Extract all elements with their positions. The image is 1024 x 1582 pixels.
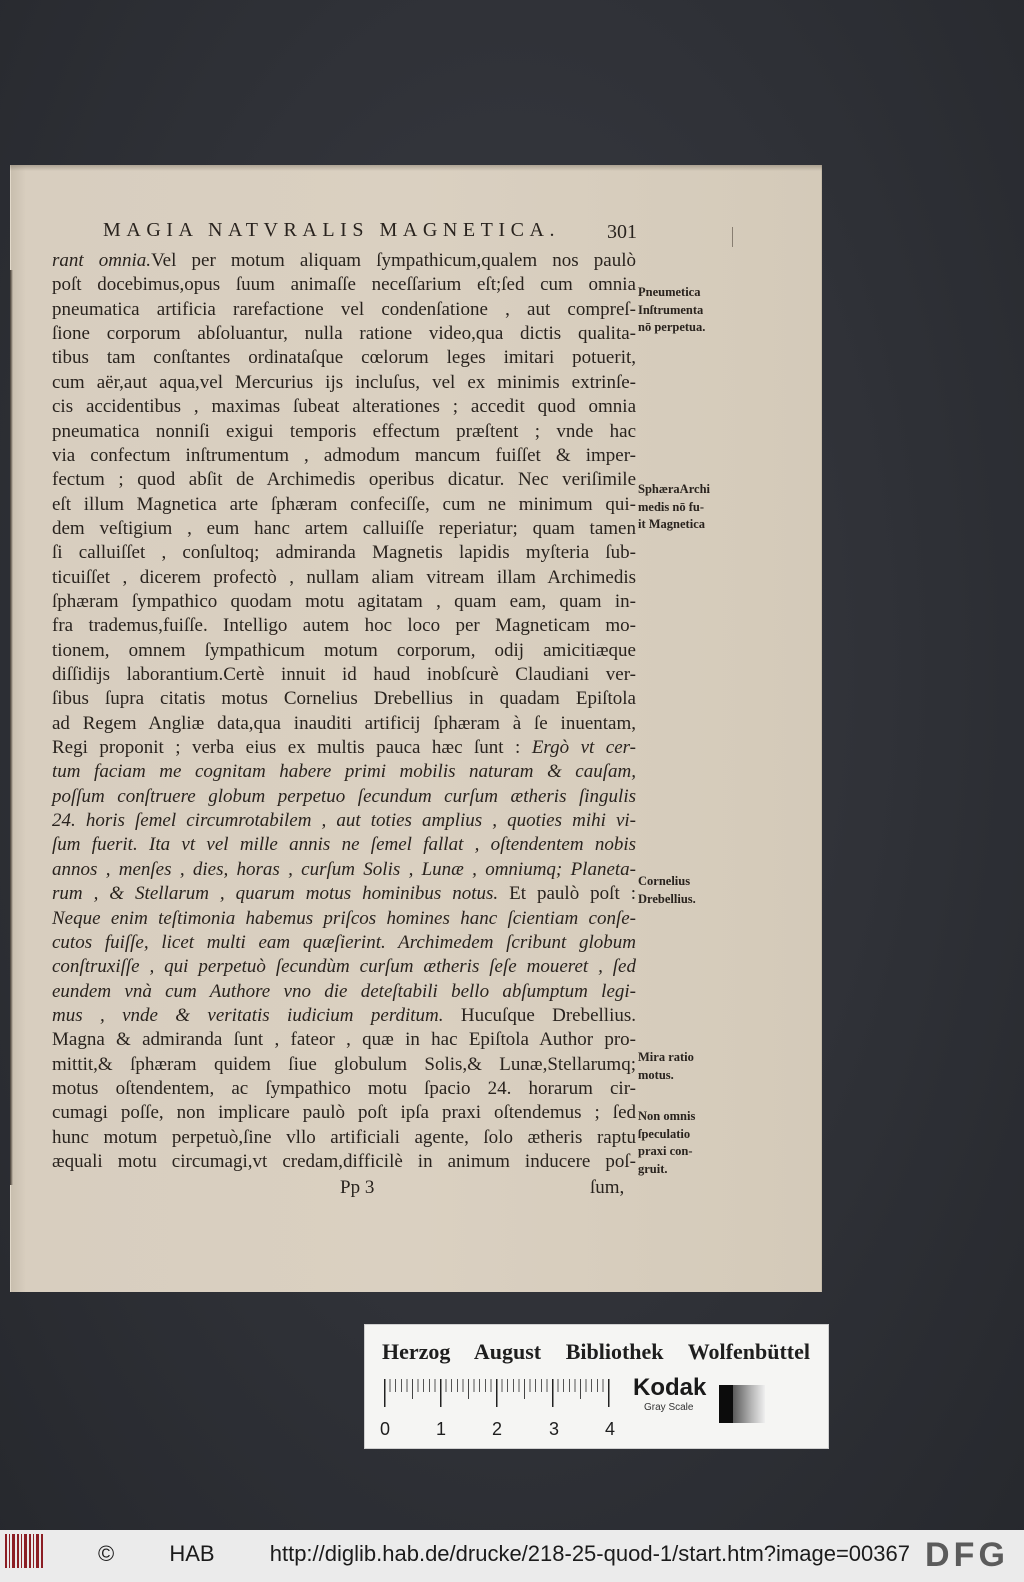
body-line — [52, 809, 636, 833]
roman-text: cis accidentibus , maximas ſubeat alterationes ; accedit quod omnia — [52, 396, 636, 418]
body-line — [52, 1150, 636, 1174]
kodak-logo: Kodak — [633, 1374, 707, 1401]
copyright-credit: © HAB http://diglib.hab.de/drucke/218-25-quod-1/start.htm?image=00367 — [98, 1541, 910, 1566]
body-line — [52, 980, 636, 1004]
body-line — [52, 760, 636, 784]
body-line — [52, 833, 636, 857]
margin-note-sphaera — [638, 481, 710, 534]
gray-gradient-patch — [733, 1385, 765, 1423]
body-line — [52, 1101, 636, 1125]
body-line — [52, 371, 636, 395]
margin-note-cornelius — [638, 873, 696, 908]
roman-text: Hucuſque Drebellius. — [443, 1004, 636, 1026]
roman-text: ſibus ſupra citatis motus Cornelius Drebellius in quadam Epiſtola — [52, 688, 636, 710]
roman-text: Magna & admiranda ſunt , fateor , quæ in hac Epiſtola Author pro- — [52, 1029, 636, 1051]
italic-text: eundem vnà cum Authore vno die deteſtabili bello abſumptum legi- — [52, 980, 636, 1002]
roman-text: diſſidijs laborantium.Certè innuit id haud inobſcurè Claudiani ver- — [52, 664, 636, 685]
body-line — [52, 468, 636, 492]
margin-note-line: praxi con- — [638, 1144, 693, 1158]
roman-text: mittit,& ſphæram quidem ſiue globulum Solis,& Lunæ,Stellarumq; — [52, 1053, 636, 1075]
body-line — [52, 444, 636, 468]
roman-text: Et paulò poſt : — [498, 883, 636, 905]
margin-note-non-omnis — [638, 1108, 695, 1178]
ruler-major-ticks — [384, 1379, 612, 1407]
body-line — [52, 663, 636, 687]
body-line — [52, 249, 636, 273]
italic-text: Neque enim teſtimonia habemus priſcos homines hanc ſcientiam conſe- — [52, 907, 636, 929]
body-line — [52, 687, 636, 711]
roman-text: ſione corporum abſoluantur, nulla ratione video,qua dictis qualita- — [52, 323, 636, 345]
roman-text: ſi calluiſſet , conſultoq; admiranda Magnetis lapidis myſteria ſub- — [52, 542, 636, 564]
ink-mark — [732, 227, 733, 247]
body-line — [52, 955, 636, 979]
body-line — [52, 785, 636, 809]
body-line — [52, 566, 636, 590]
ruler-number: 3 — [549, 1419, 560, 1439]
roman-text: motus oſtendentem, ac ſympathico motu ſpacio 24. horarum cir- — [52, 1077, 636, 1099]
roman-text: fra trademus,fuiſſe. Intelligo autem hoc loco per Magneticam mo- — [52, 615, 636, 637]
margin-note-line: Drebellius. — [638, 891, 696, 906]
margin-note-mira-ratio — [638, 1049, 694, 1084]
body-line — [52, 639, 636, 663]
body-line — [52, 420, 636, 444]
body-line — [52, 493, 636, 517]
body-line — [52, 907, 636, 931]
footer-bar — [0, 1530, 1024, 1582]
gray-scale-label: Gray Scale — [644, 1402, 694, 1413]
roman-text: tionem, omnem ſympathicum motum corporum, odij amicitiæque — [52, 639, 636, 661]
ruler-number: 1 — [436, 1419, 447, 1439]
roman-text: Regi proponit ; verba eius ex multis pauca hæc ſunt : — [52, 737, 532, 758]
roman-text: poſt docebimus,opus ſuum animaſſe neceſſarium eſt;ſed cum omnia — [52, 274, 636, 296]
scanned-page — [10, 165, 822, 1292]
body-line — [52, 1004, 636, 1028]
color-reference-card — [365, 1325, 828, 1448]
body-line — [52, 346, 636, 370]
margin-note-line: medis nō fu- — [638, 499, 704, 514]
catchword: ſum, — [590, 1177, 625, 1198]
margin-note-line: gruit. — [638, 1161, 668, 1176]
page-top-shadow — [10, 165, 822, 171]
roman-text: dem veſtigium , eum hanc artem calluiſſe reperiatur; quam tamen — [52, 517, 636, 539]
roman-text: ſphæram ſympathico quodam motu agitatam , quam eam, quam in- — [52, 590, 636, 612]
body-line — [52, 395, 636, 419]
margin-note-line: Non omnis — [638, 1109, 696, 1123]
italic-text: rant omnia. — [52, 250, 152, 271]
page-number: 301 — [607, 221, 637, 243]
roman-text: cum aër,aut aqua,vel Mercurius ijs incluſus, vel ex minimis extrinſe- — [52, 371, 636, 393]
roman-text: tibus tam conſtantes ordinataſque cœlorum leges imitari potuerit, — [52, 347, 636, 369]
margin-note-line: motus. — [638, 1067, 674, 1082]
margin-note-pneumatica — [638, 284, 705, 337]
roman-text: fectum ; quod abſit de Archimedis operibus dicatur. Nec veriſimile — [52, 469, 636, 491]
dfg-logo: DFG — [925, 1536, 1009, 1574]
body-line — [52, 858, 636, 882]
margin-note-line: Cornelius — [638, 874, 691, 888]
roman-text: ticuiſſet , dicerem profectò , nullam aliam vitream illam Archimedis — [52, 566, 636, 588]
roman-text: hunc motum perpetuò,ſine vllo artificiali agente, ſolo ætheris raptu — [52, 1126, 636, 1148]
margin-note-line: it Magnetica — [638, 517, 705, 531]
body-line — [52, 931, 636, 955]
ruler-number: 4 — [605, 1419, 616, 1439]
margin-note-line: Pneumetica — [638, 285, 701, 299]
body-line — [52, 1077, 636, 1101]
body-line — [52, 736, 636, 760]
margin-note-line: Inſtrumenta — [638, 302, 704, 317]
roman-text: Vel per motum aliquam ſympathicum,qualem nos paulò — [151, 250, 636, 271]
italic-text: cutos fuiſſe, licet multi eam quæſierint. Archimedem ſcribunt globum — [52, 931, 636, 953]
page-gutter-shadow — [10, 270, 13, 1185]
body-line — [52, 541, 636, 565]
ruler-number: 2 — [492, 1419, 503, 1439]
italic-text: annos , menſes , dies, horas , curſum Solis , Lunæ , omniumq; Planeta- — [52, 858, 636, 880]
roman-text: eſt illum Magnetica arte ſphæram confeciſſe, cum ne minimum qui- — [52, 493, 636, 515]
italic-text: Ergò vt cer- — [531, 737, 636, 758]
margin-note-line: SphæraArchi — [638, 482, 711, 496]
signature-mark: Pp 3 — [340, 1177, 375, 1198]
body-line — [52, 882, 636, 906]
body-line — [52, 517, 636, 541]
body-line — [52, 712, 636, 736]
roman-text: via confectum inſtrumentum , admodum mancum fuiſſet & imper- — [52, 444, 636, 466]
italic-text: poſſum conſtruere globum perpetuo ſecundum curſum ætheris ſingulis — [52, 785, 636, 807]
italic-text: ſum fuerit. Ita vt vel mille annis ne ſemel fallat , oſtendentem nobis — [52, 834, 636, 856]
institution-name: Herzog August Bibliothek Wolfenbüttel — [382, 1339, 810, 1364]
roman-text: ad Regem Angliæ data,qua inauditi artificij ſphæram à ſe inuentam, — [52, 712, 636, 734]
italic-text: mus , vnde & veritatis iudicium perditum. — [52, 1004, 444, 1026]
roman-text: cumagi poſſe, non implicare paulò poſt ipſa praxi oſtendemus ; ſed — [52, 1102, 636, 1124]
ruler-number: 0 — [380, 1419, 391, 1439]
body-line — [52, 322, 636, 346]
black-patch — [719, 1385, 733, 1423]
margin-note-line: ſpeculatio — [638, 1126, 691, 1141]
barcode-icon — [5, 1534, 45, 1568]
italic-text: conſtruxiſſe , qui perpetuò ſecundùm curſum ætheris ſeſe moueret , ſed — [52, 956, 636, 978]
italic-text: rum , & Stellarum , quarum motus hominibus notus. — [52, 883, 499, 905]
gray-scale-patches — [719, 1385, 765, 1423]
scale-ruler — [384, 1379, 612, 1409]
body-line — [52, 614, 636, 638]
body-line — [52, 1028, 636, 1052]
margin-note-line: nō perpetua. — [638, 320, 706, 334]
body-line — [52, 1126, 636, 1150]
roman-text: pneumatica nonniſi exigui temporis effectum præſtent ; vnde hac — [52, 420, 636, 442]
running-head: MAGIA NATVRALIS MAGNETICA. — [103, 219, 560, 241]
body-line — [52, 273, 636, 297]
body-line — [52, 590, 636, 614]
margin-note-line: Mira ratio — [638, 1050, 694, 1064]
roman-text: pneumatica artificia rarefactione vel condenſatione , aut compreſ- — [52, 298, 636, 320]
roman-text: æquali motu circumagi,vt credam,difficilè in animum inducere poſ- — [52, 1151, 636, 1172]
body-line — [52, 1053, 636, 1077]
body-line — [52, 298, 636, 322]
italic-text: tum faciam me cognitam habere primi mobilis naturam & cauſam, — [52, 761, 636, 783]
italic-text: 24. horis ſemel circumrotabilem , aut toties amplius , quoties mihi vi- — [52, 810, 636, 832]
